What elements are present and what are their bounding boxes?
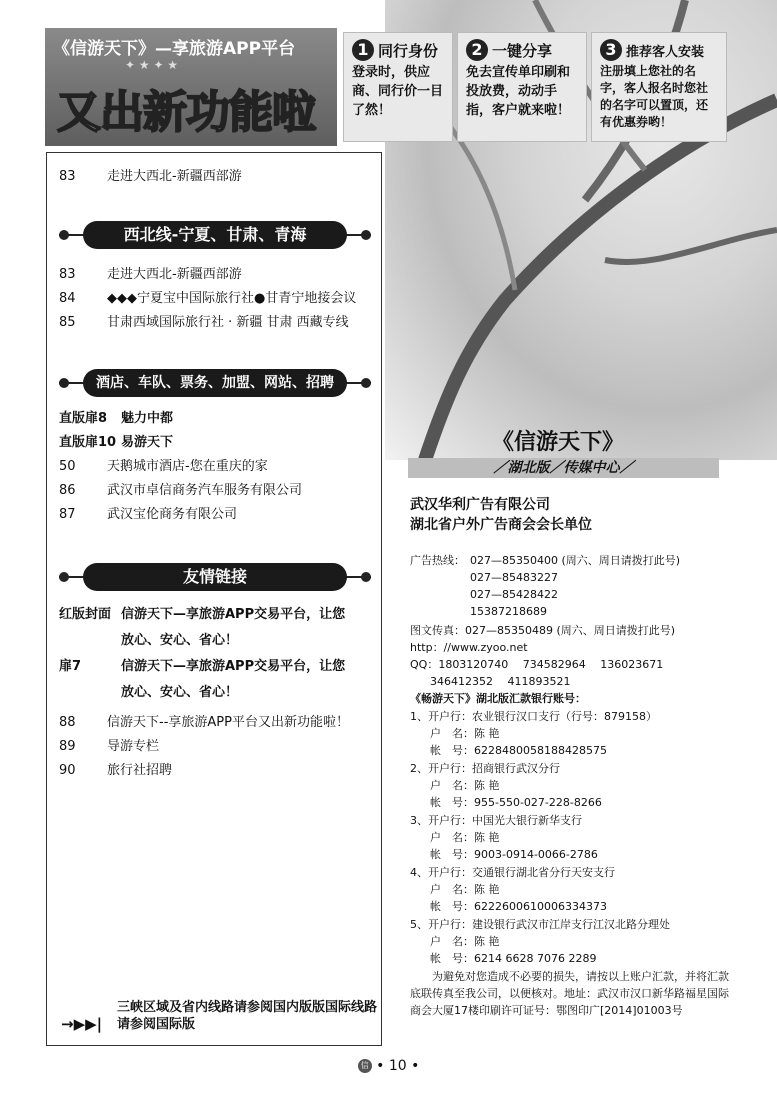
list-item: 50 天鹅城市酒店-您在重庆的家	[59, 459, 268, 474]
bank-holder: 户 名：陈 艳	[430, 727, 500, 740]
app-banner	[45, 28, 727, 146]
feature-head: 推荐客人安装	[626, 44, 705, 60]
footer-note: 三峡区域及省内线路请参阅国内版版国际线路请参阅国际版	[117, 1000, 378, 1032]
list-item: 86 武汉市卓信商务汽车服务有限公司	[59, 483, 303, 498]
company-title: 湖北省户外广告商会会长单位	[410, 517, 592, 533]
banner-headline-panel	[45, 28, 337, 146]
star-decoration-icon: ✦ ★ ✦ ★	[125, 58, 179, 72]
list-item: 88 信游天下--享旅游APP平台又出新功能啦！	[59, 715, 349, 730]
hotline: 027—85428422	[470, 588, 558, 601]
list-item: 直版扉8 魅力中都	[59, 411, 174, 426]
feature-card-2	[457, 32, 587, 142]
list-item: 放心、安心、省心！	[121, 685, 239, 700]
list-item: 83 走进大西北-新疆西部游	[59, 267, 242, 282]
qq-numbers: QQ：1803120740 734582964 136023671	[410, 658, 664, 671]
feature-body: 注册填上您社的名字，客人报名时您社的名字可以置顶，还有优惠券哟！	[600, 64, 709, 129]
bank-holder: 户 名：陈 艳	[430, 831, 500, 844]
section-title: 西北线-宁夏、甘肃、青海	[83, 221, 347, 249]
contents-box	[46, 152, 382, 1046]
bank-holder: 户 名：陈 艳	[430, 935, 500, 948]
hotline: 027—85483227	[470, 571, 558, 584]
seal-icon: 信	[358, 1059, 372, 1073]
number-badge-icon: 2	[466, 39, 488, 61]
hotline: 15387218689	[470, 605, 547, 618]
section-title: 友情链接	[83, 563, 347, 591]
number-badge-icon: 1	[352, 39, 374, 61]
banner-big-text: 又出新功能啦	[57, 87, 315, 138]
hotline-label: 广告热线：	[410, 554, 465, 567]
company-name: 武汉华利广告有限公司	[410, 497, 550, 513]
list-item: 扉7 信游天下—享旅游APP交易平台，让您	[59, 659, 346, 674]
section-header	[59, 221, 371, 249]
bank-account: 帐 号：9003-0914-0066-2786	[430, 848, 598, 861]
qq-numbers: 346412352 411893521	[430, 675, 571, 688]
feature-card-1	[343, 32, 453, 142]
bank-name: 4、开户行：交通银行湖北省分行天安支行	[410, 866, 615, 879]
bank-account: 帐 号：6214 6628 7076 2289	[430, 952, 597, 965]
hotline: 027—85350400 (周六、周日请拨打此号)	[470, 554, 681, 567]
section-title: 酒店、车队、票务、加盟、网站、招聘	[83, 369, 347, 397]
page-number	[0, 1058, 777, 1074]
list-item: 84 ◆◆◆宁夏宝中国际旅行社●甘青宁地接会议	[59, 291, 357, 306]
banner-title: 《信游天下》—享旅游APP平台	[53, 39, 296, 59]
magazine-subtitle: ／湖北版／传媒中心／	[408, 458, 719, 478]
feature-body: 免去宣传单印刷和投放费，动动手指，客户就来啦！	[466, 65, 571, 118]
arrow-right-icon: →▶▶|	[61, 1015, 103, 1033]
list-item: 87 武汉宝伦商务有限公司	[59, 507, 238, 522]
bank-account: 帐 号：955-550-027-228-8266	[430, 796, 602, 809]
list-item: 直版扉10 易游天下	[59, 435, 174, 450]
number-badge-icon: 3	[600, 39, 622, 61]
website: http：//www.zyoo.net	[410, 641, 528, 654]
list-item: 放心、安心、省心！	[121, 633, 239, 648]
list-item: 90 旅行社招聘	[59, 763, 173, 778]
list-item: 83 走进大西北-新疆西部游	[59, 169, 242, 184]
bank-account: 帐 号：6228480058188428575	[430, 744, 607, 757]
section-header	[59, 369, 371, 397]
list-item: 红版封面 信游天下—享旅游APP交易平台，让您	[59, 607, 346, 622]
list-item: 89 导游专栏	[59, 739, 160, 754]
bank-name: 3、开户行：中国光大银行新华支行	[410, 814, 582, 827]
list-item: 85 甘肃西域国际旅行社 · 新疆 甘肃 西藏专线	[59, 315, 349, 330]
feature-body: 登录时，供应商、同行价一目了然！	[352, 65, 444, 118]
bank-name: 2、开户行：招商银行武汉分行	[410, 762, 560, 775]
feature-head: 一键分享	[492, 41, 553, 60]
fax: 图文传真：027—85350489 (周六、周日请拨打此号)	[410, 624, 676, 637]
bank-name: 5、开户行：建设银行武汉市江岸支行江汉北路分理处	[410, 918, 670, 931]
page-number-text: • 10 •	[376, 1058, 420, 1074]
feature-head: 同行身份	[378, 41, 439, 60]
remittance-note: 为避免对您造成不必要的损失，请按以上账户汇款，并将汇款底联传真至我公司，以便核对。地址：武汉市汉口新华路福星国际商会大厦17楼印刷许可证号：鄂图印广[2014]01003号	[410, 970, 729, 1017]
feature-card-3	[591, 32, 727, 142]
magazine-title: 《信游天下》	[492, 430, 625, 455]
bank-holder: 户 名：陈 艳	[430, 883, 500, 896]
bank-title: 《畅游天下》湖北版汇款银行账号：	[410, 692, 586, 705]
bank-name: 1、开户行：农业银行汉口支行（行号：879158）	[410, 710, 657, 723]
bank-account: 帐 号：6222600610006334373	[430, 900, 607, 913]
section-header	[59, 563, 371, 591]
bank-holder: 户 名：陈 艳	[430, 779, 500, 792]
